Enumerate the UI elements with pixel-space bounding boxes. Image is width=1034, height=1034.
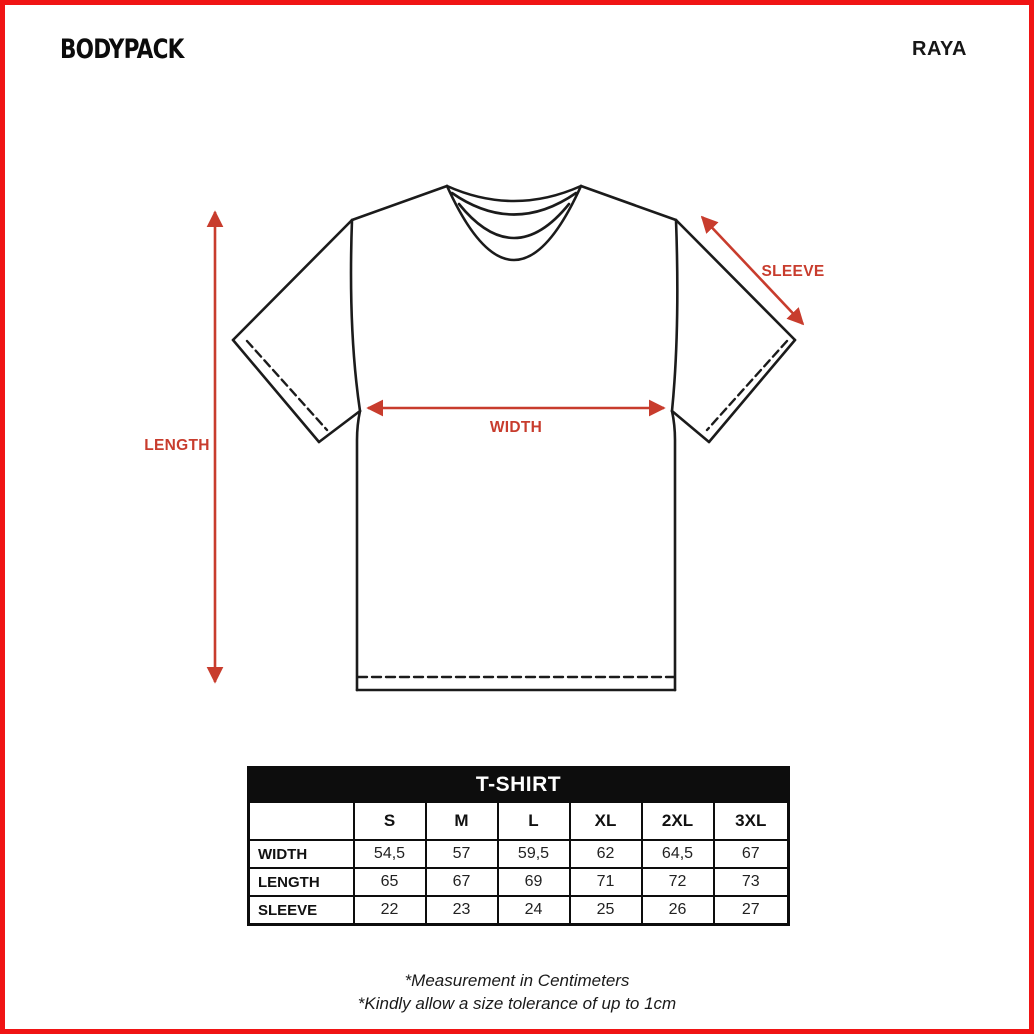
left-shoulder-line: [352, 186, 447, 220]
sleeve-value-xl: 25: [570, 896, 642, 925]
collar-inner-curve: [459, 204, 569, 238]
table-size-header-row: [249, 802, 789, 840]
row-label-sleeve: SLEEVE: [249, 896, 354, 925]
left-underarm-edge: [319, 411, 360, 442]
table-row-width: [249, 840, 789, 868]
right-underarm-edge: [672, 411, 709, 442]
note-measurement-unit: *Measurement in Centimeters: [404, 971, 630, 990]
size-header-3xl: 3XL: [714, 802, 789, 840]
table-title-row: [249, 768, 789, 803]
left-sleeve-top-edge: [233, 220, 352, 340]
right-body-side: [672, 411, 675, 690]
left-body-side: [357, 411, 360, 690]
right-shoulder-line: [581, 186, 676, 220]
sleeve-value-s: 22: [354, 896, 426, 925]
collection-name: RAYA: [912, 38, 967, 60]
sleeve-value-2xl: 26: [642, 896, 714, 925]
tshirt-outline: [233, 186, 795, 690]
width-value-3xl: 67: [714, 840, 789, 868]
sleeve-value-l: 24: [498, 896, 570, 925]
sleeve-label: SLEEVE: [761, 263, 825, 280]
width-value-m: 57: [426, 840, 498, 868]
note-size-tolerance: *Kindly allow a size tolerance of up to 1cm: [357, 994, 677, 1013]
size-table: [247, 766, 790, 926]
collar-back-line-2: [452, 193, 576, 215]
row-label-width: WIDTH: [249, 840, 354, 868]
length-value-2xl: 72: [642, 868, 714, 896]
collar-outer-curve: [447, 186, 581, 260]
length-value-xl: 71: [570, 868, 642, 896]
table-row-length: [249, 868, 789, 896]
size-header-s: S: [354, 802, 426, 840]
length-label: LENGTH: [144, 437, 210, 454]
width-value-l: 59,5: [498, 840, 570, 868]
table-row-sleeve: [249, 896, 789, 925]
brand-logo: BODYPACK: [60, 34, 184, 65]
width-label: WIDTH: [489, 419, 543, 436]
right-cuff-stitch-dashed: [707, 341, 787, 430]
measurement-notes: [0, 969, 1034, 1015]
size-header-xl: XL: [570, 802, 642, 840]
table-title: T-SHIRT: [249, 768, 789, 803]
right-armhole-seam: [672, 220, 677, 411]
size-header-l: L: [498, 802, 570, 840]
width-value-xl: 62: [570, 840, 642, 868]
corner-cell: [249, 802, 354, 840]
length-value-3xl: 73: [714, 868, 789, 896]
width-value-2xl: 64,5: [642, 840, 714, 868]
left-cuff-stitch-dashed: [247, 341, 327, 430]
width-value-s: 54,5: [354, 840, 426, 868]
sleeve-value-m: 23: [426, 896, 498, 925]
right-sleeve-top-edge: [676, 220, 795, 340]
size-header-2xl: 2XL: [642, 802, 714, 840]
length-value-m: 67: [426, 868, 498, 896]
left-sleeve-opening-edge: [233, 340, 319, 442]
right-sleeve-opening-edge: [709, 340, 795, 442]
length-value-l: 69: [498, 868, 570, 896]
sleeve-value-3xl: 27: [714, 896, 789, 925]
collar-back-line-1: [447, 186, 581, 201]
left-armhole-seam: [351, 220, 360, 411]
row-label-length: LENGTH: [249, 868, 354, 896]
length-value-s: 65: [354, 868, 426, 896]
size-header-m: M: [426, 802, 498, 840]
measurement-arrows: [215, 212, 803, 682]
